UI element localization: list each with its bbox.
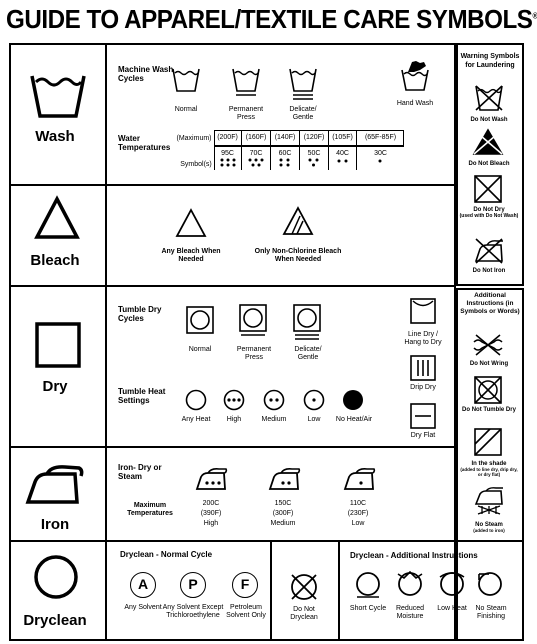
divider (105, 43, 107, 641)
reduced-moisture-icon (396, 570, 424, 596)
warning-label: Do Not Iron (472, 268, 506, 274)
iron-temp-f: (230F) (347, 510, 369, 517)
temp-f: (120F) (303, 134, 325, 141)
heat-label: Low (307, 416, 321, 423)
medium-heat-icon (263, 389, 285, 411)
water-temp-label: Water Temperatures (118, 134, 171, 152)
heat-label: Any Heat (181, 416, 211, 423)
symbols-label: Symbol(s) (180, 161, 212, 168)
no-steam-icon (474, 486, 504, 516)
iron-temp-f: (390F) (200, 510, 222, 517)
dryclean-extra-label: No Steam Finishing (475, 605, 507, 620)
divider (9, 446, 456, 448)
dry-square-icon (35, 322, 81, 368)
bleach-triangle-icon (34, 196, 80, 240)
iron-temp-c: 200C (202, 500, 220, 507)
non-chlorine-label: Only Non-Chlorine Bleach When Needed (254, 248, 342, 263)
page-title: GUIDE TO APPAREL/TEXTILE CARE SYMBOLS® (6, 4, 537, 34)
temp-dots-2 (336, 158, 350, 164)
additional-label: Do Not Tumble Dry (462, 407, 516, 413)
iron-low-icon (343, 467, 375, 491)
hand-wash-label: Hand Wash (396, 100, 434, 107)
wash-tub-icon (30, 72, 86, 120)
divider (214, 146, 404, 147)
dryclean-extra-label: Reduced Moisture (395, 605, 425, 620)
dryclean-circle-icon (33, 554, 79, 600)
temp-c: 50C (307, 150, 321, 157)
dry-flat-icon (410, 403, 436, 429)
dry-flat-label: Dry Flat (410, 432, 436, 439)
temp-c: 30C (374, 150, 387, 157)
solvent-a-icon: A (130, 572, 156, 598)
temp-f: (200F) (217, 134, 238, 141)
short-cycle-icon (355, 570, 381, 598)
any-bleach-icon (175, 208, 207, 238)
tumble-delicate-icon (293, 304, 321, 340)
tumble-cycle-label: Normal (188, 346, 212, 353)
additional-label: No Steam (475, 522, 503, 528)
warning-title: Warning Symbols for Laundering (460, 53, 520, 69)
in-the-shade-icon (474, 428, 502, 456)
dryclean-extra-label: Low Heat (437, 605, 467, 612)
divider (270, 540, 272, 641)
any-heat-icon (185, 389, 207, 411)
warning-label: Do Not Bleach (468, 161, 510, 167)
divider (9, 285, 456, 287)
iron-temp-c: 110C (349, 500, 367, 507)
dryclean-extra-label: Short Cycle (349, 605, 387, 612)
do-not-bleach-icon (472, 128, 504, 156)
dry-label: Dry (42, 378, 68, 395)
warning-label: Do Not Dry (473, 207, 505, 213)
temp-c: 40C (336, 150, 349, 157)
do-not-dryclean-icon (289, 572, 319, 602)
wash-cycle-label: Delicate/ Gentle (289, 106, 317, 121)
do-not-iron-icon (474, 237, 504, 263)
tumble-cycle-label: Delicate/ Gentle (294, 346, 322, 361)
do-not-dryclean-label: Do Not Dryclean (290, 606, 318, 621)
dryclean-item-label: Petroleum Solvent Only (226, 604, 266, 619)
temp-dots-6 (219, 157, 237, 168)
do-not-wring-icon (472, 334, 504, 356)
tumble-dry-label: Tumble Dry Cycles (118, 305, 162, 323)
heat-label: Medium (261, 416, 287, 423)
iron-max-label: Maximum Temperatures (127, 502, 173, 517)
dryclean-normal-label: Dryclean - Normal Cycle (120, 550, 213, 559)
solvent-f-icon: F (232, 572, 258, 598)
bleach-label: Bleach (30, 252, 80, 269)
temp-f: (140F) (274, 134, 296, 141)
drip-dry-icon (410, 355, 436, 381)
additional-label: Do Not Wring (469, 361, 509, 367)
divider (338, 540, 340, 641)
iron-level: Low (351, 520, 365, 527)
tumble-normal-icon (186, 306, 214, 334)
warning-label: Do Not Wash (470, 117, 508, 123)
iron-level: Medium (270, 520, 296, 527)
do-not-tumble-dry-icon (474, 376, 502, 404)
temp-c: 95C (221, 150, 234, 157)
temp-dots-3 (307, 157, 321, 168)
machine-wash-label: Machine Wash Cycles (118, 65, 174, 83)
warning-note: (used with Do Not Wash) (459, 213, 519, 219)
additional-title: Additional Instructions (in Symbols or Words) (460, 292, 520, 315)
wash-permanent-press-icon (232, 67, 260, 97)
line-dry-icon (410, 298, 436, 324)
wash-delicate-icon (289, 67, 317, 101)
no-steam-finishing-icon (476, 570, 504, 596)
temp-c: 60C (278, 150, 292, 157)
temp-f: (160F) (245, 134, 267, 141)
temp-f: (65F-85F) (364, 134, 397, 141)
maximum-label: (Maximum) (176, 135, 212, 142)
hand-wash-icon (400, 60, 430, 92)
iron-label: Iron (40, 516, 70, 533)
wash-cycle-label: Permanent Press (228, 106, 264, 121)
do-not-dry-icon (474, 175, 502, 203)
temp-dots-5 (247, 157, 265, 168)
solvent-p-icon: P (180, 572, 206, 598)
wash-cycle-label: Normal (174, 106, 198, 113)
no-heat-icon (342, 389, 364, 411)
tumble-heat-label: Tumble Heat Settings (118, 387, 166, 405)
heat-label: No Heat/Air (335, 416, 373, 423)
dryclean-item-label: Any Solvent (124, 604, 162, 611)
temp-dots-4 (278, 157, 292, 168)
temp-f: (105F) (332, 134, 353, 141)
non-chlorine-bleach-icon (282, 206, 314, 236)
heat-label: High (226, 416, 242, 423)
any-bleach-label: Any Bleach When Needed (161, 248, 221, 263)
drip-dry-label: Drip Dry (410, 384, 436, 391)
iron-temp-c: 150C (274, 500, 292, 507)
iron-level: High (203, 520, 219, 527)
additional-note: (added to iron) (473, 528, 505, 533)
dryclean-label: Dryclean (23, 612, 87, 629)
iron-sublabel: Iron- Dry or Steam (118, 463, 162, 481)
low-heat-icon (303, 389, 325, 411)
wash-normal-icon (172, 67, 200, 93)
tumble-permanent-press-icon (239, 304, 267, 336)
high-heat-icon (223, 389, 245, 411)
tumble-cycle-label: Permanent Press (236, 346, 272, 361)
dryclean-additional-label: Dryclean - Additional Instructions (350, 551, 478, 560)
additional-label: In the shade (471, 461, 507, 467)
do-not-wash-icon (474, 84, 504, 112)
divider (9, 184, 456, 186)
dryclean-item-label: Any Solvent Except Trichloroethylene (162, 604, 224, 619)
temp-c: 70C (249, 150, 263, 157)
low-heat-dryclean-icon (438, 570, 466, 596)
wash-label: Wash (35, 128, 75, 145)
additional-note: (added to line dry, drip dry, or dry flat) (460, 467, 518, 477)
iron-high-icon (195, 467, 227, 491)
divider (9, 540, 524, 542)
iron-temp-f: (300F) (272, 510, 294, 517)
temp-dots-1 (377, 158, 383, 164)
iron-medium-icon (268, 467, 300, 491)
iron-icon (25, 464, 85, 504)
line-dry-label: Line Dry / Hang to Dry (404, 331, 442, 346)
